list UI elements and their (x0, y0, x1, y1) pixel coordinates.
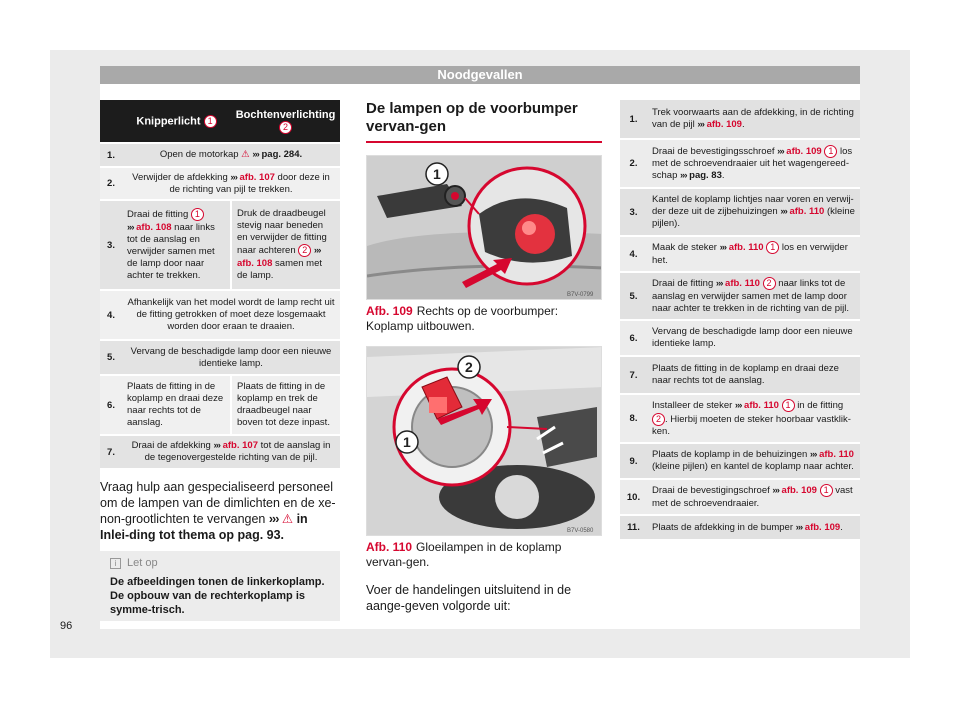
step-text-bochtenverlichting (231, 200, 340, 290)
chevron-triple-icon: ››› (230, 171, 237, 183)
chevron-triple-icon: ››› (127, 221, 134, 233)
table-row (100, 340, 340, 375)
chevron-triple-icon: ››› (697, 119, 704, 130)
figure-link[interactable]: afb. 109 (786, 146, 822, 157)
replace-steps-table (620, 100, 860, 541)
step-text: Afhankelijk van het model wordt de lamp recht uit de fitting getrokken of moet deze losgemaakt worden door eraan te draaien. (122, 290, 340, 340)
step-text-part: (kleine pijlen) en kantel de koplamp naar achter. (652, 461, 854, 472)
callout-number: 1 (766, 241, 779, 254)
step-number: 4. (100, 290, 122, 340)
table-row (620, 100, 860, 139)
chevron-triple-icon: ››› (777, 146, 784, 157)
step-text (647, 272, 860, 320)
step-text-part: vast met de schroevendraaier. (652, 485, 853, 509)
step-text (647, 394, 860, 443)
callout-number: 1 (820, 484, 833, 497)
step-number: 9. (620, 443, 647, 479)
chevron-triple-icon: ››› (809, 449, 817, 460)
table-row (620, 272, 860, 320)
chevron-triple-icon: ››› (780, 206, 787, 217)
step-number: 3. (620, 188, 647, 236)
figure-link[interactable]: afb. 110 (744, 400, 779, 412)
table-row (620, 139, 860, 188)
figure-link[interactable]: afb. 107 (222, 440, 258, 451)
hint-text: Vraag hulp aan gespecialiseerd personeel om de lampen van de dimlichten en de xe-non-grootlichten te vervangen (100, 480, 336, 526)
table-row (620, 320, 860, 356)
step-text-part: in de fitting (797, 400, 844, 412)
chevron-triple-icon: ››› (734, 400, 742, 412)
step-text-part: los en verwijder het. (652, 242, 848, 266)
caption-text: Gloeilampen in de koplamp vervan-gen. (366, 540, 562, 569)
figure-link[interactable]: afb. 109 (706, 119, 742, 130)
step-text-part: tot de aanslag in de tegenovergestelde richting van de pijl. (144, 440, 331, 463)
step-text (647, 100, 860, 139)
note-box (100, 551, 340, 621)
step-number: 1. (100, 143, 122, 167)
bumper-illustration (367, 156, 602, 300)
callout-label: 1 (433, 166, 441, 182)
step-number: 2. (620, 139, 647, 188)
step-text-part: naar links tot de aanslag en verwijder samen met de lamp door naar achter te trekken in de richting van de pijl. (652, 278, 849, 314)
step-text-part: Draai de fitting (127, 209, 189, 221)
chevron-triple-icon: ››› (213, 440, 220, 451)
step-text (647, 515, 860, 540)
instructions-intro: Voer de handelingen uitsluitend in de aange-geven volgorde uit: (366, 583, 572, 613)
figure-link[interactable]: afb. 110 (725, 278, 760, 290)
page-number: 96 (60, 620, 73, 632)
figure-label: Afb. 110 (366, 540, 413, 554)
table-corner (100, 100, 122, 143)
table-row (620, 515, 860, 540)
step-number: 3. (100, 200, 122, 290)
table-row (620, 479, 860, 515)
step-text-part: . (741, 119, 745, 130)
step-text (647, 479, 860, 515)
page-reference[interactable]: pag. 83 (689, 170, 722, 181)
step-text-part: . (721, 170, 725, 181)
page-reference[interactable]: pag. 284. (261, 149, 303, 160)
table-row (620, 188, 860, 236)
callout-number: 2 (279, 121, 292, 134)
table-row (620, 394, 860, 443)
step-text-part: Verwijder de afdekking (132, 171, 228, 183)
step-text-part: Open de motorkap (159, 149, 239, 160)
step-number: 8. (620, 394, 647, 443)
table-row (100, 167, 340, 200)
table-row (620, 443, 860, 479)
step-text-part: . Hierbij moeten de steker hoorbaar vastklik-ken. (652, 413, 851, 437)
figure-link[interactable]: afb. 109 (804, 521, 841, 533)
figure-link[interactable]: afb. 108 (237, 257, 273, 269)
chevron-triple-icon: ››› (680, 170, 687, 181)
step-text-part: Draai de afdekking (131, 440, 211, 451)
col-header-bochtenverlichting (231, 100, 340, 143)
figure-link[interactable]: afb. 110 (728, 242, 764, 254)
callout-number: 2 (298, 244, 311, 257)
step-text-part: Draai de bevestigingsschroef (652, 146, 775, 157)
chevron-triple-icon: ››› (313, 245, 321, 257)
step-number: 7. (620, 356, 647, 394)
step-number: 6. (100, 375, 122, 435)
step-text: Plaats de fitting in de koplamp en draai deze naar rechts tot de aanslag. (647, 356, 860, 394)
step-text-part: Draai de fitting (652, 278, 714, 290)
chevron-triple-icon: ››› (268, 512, 279, 526)
note-title: Let op (127, 557, 158, 569)
caption-text: Rechts op de voorbumper: Koplamp uitbouwen. (366, 304, 559, 333)
step-text-part: los met de schroevendraaier uit het wagengereed-schap (652, 146, 853, 181)
figure-link[interactable]: afb. 110 (819, 449, 854, 460)
step-number: 6. (620, 320, 647, 356)
callout-number: 1 (824, 145, 837, 158)
callout-number: 2 (763, 277, 776, 290)
callout-number: 1 (204, 115, 217, 128)
step-number: 7. (100, 435, 122, 469)
section-title: De lampen op de voorbumper vervan-gen (366, 100, 602, 143)
hint-paragraph (100, 479, 340, 543)
step-text-part: Trek voorwaarts aan de afdekking, in de richting van de pijl (652, 107, 854, 130)
step-text (122, 435, 340, 469)
table-row (100, 200, 340, 290)
step-text (647, 139, 860, 188)
figure-code: B7V-0580 (567, 528, 594, 534)
callout-number: 2 (652, 413, 665, 426)
warning-triangle-icon: ⚠ (281, 512, 294, 526)
step-text-part: (kleine pijlen). (652, 206, 855, 229)
col-header-knipperlicht (122, 100, 231, 143)
step-text-part: Plaats de koplamp in de behuizingen (652, 449, 808, 460)
col-header-label: Knipperlicht (136, 114, 201, 127)
figure-110-caption (366, 540, 602, 570)
step-text-bochtenverlichting: Plaats de fitting in de koplamp en trek de draadbeugel naar boven tot deze inpast. (231, 375, 340, 435)
step-text-part: naar links tot de aanslag en verwijder samen met de lamp door naar achter te trekken. (127, 221, 215, 281)
step-text-knipperlicht: Plaats de fitting in de koplamp en draai deze naar rechts tot de aanslag. (122, 375, 231, 435)
step-number: 5. (620, 272, 647, 320)
step-text (647, 236, 860, 272)
step-text-part: door deze in de richting van pijl te trekken. (169, 171, 330, 195)
step-number: 1. (620, 100, 647, 139)
table-row (100, 375, 340, 435)
callout-label: 2 (465, 359, 473, 375)
step-text (647, 188, 860, 236)
figure-link[interactable]: afb. 109 (781, 485, 817, 497)
col-header-label: Bochtenverlichting (235, 108, 336, 121)
chevron-triple-icon: ››› (715, 278, 723, 290)
step-number: 10. (620, 479, 647, 515)
step-number: 5. (100, 340, 122, 375)
warning-triangle-icon: ⚠ (241, 149, 250, 160)
figure-link[interactable]: afb. 107 (239, 171, 275, 183)
step-text-part: Maak de steker (652, 242, 717, 254)
figure-label: Afb. 109 (366, 304, 413, 318)
note-body: De afbeeldingen tonen de linkerkoplamp. De opbouw van de rechterkoplamp is symme-trisch. (110, 576, 325, 616)
callout-number: 1 (782, 399, 795, 412)
table-row (100, 435, 340, 469)
figure-code: B7V-0799 (567, 292, 594, 298)
step-text-part: Plaats de afdekking in de bumper (652, 521, 794, 533)
step-text-part: Kantel de koplamp lichtjes naar voren en verwij-der deze uit de zijbehuizingen (652, 194, 854, 217)
step-number: 4. (620, 236, 647, 272)
step-text: Vervang de beschadigde lamp door een nieuwe identieke lamp. (122, 340, 340, 375)
figure-link[interactable]: afb. 108 (136, 221, 172, 233)
step-text (647, 443, 860, 479)
figure-109 (366, 155, 602, 300)
lamp-steps-table (100, 100, 340, 470)
chevron-triple-icon: ››› (795, 521, 803, 533)
foglamp-illustration (367, 347, 602, 536)
callout-label: 1 (403, 434, 411, 450)
note-icon: i (110, 558, 121, 569)
table-row (620, 236, 860, 272)
chevron-triple-icon: ››› (719, 242, 727, 254)
figure-109-caption (366, 304, 602, 334)
step-number: 2. (100, 167, 122, 200)
figure-link[interactable]: afb. 110 (789, 206, 825, 217)
step-text-knipperlicht (122, 200, 231, 290)
step-text-part: Draai de bevestigingschroef (652, 485, 770, 497)
table-row (100, 290, 340, 340)
table-row (620, 356, 860, 394)
step-text-part: . (840, 521, 843, 533)
chevron-triple-icon: ››› (252, 149, 259, 160)
step-text (122, 143, 340, 167)
step-text-part: samen met de lamp. (237, 257, 323, 281)
step-text-part: Druk de draadbeugel stevig naar beneden en verwijder de fitting naar achteren (237, 208, 327, 257)
section-header: Noodgevallen (100, 66, 860, 84)
step-text (122, 167, 340, 200)
note-header (110, 557, 158, 569)
figure-110 (366, 346, 602, 536)
step-text-part: Installeer de steker (652, 400, 733, 412)
callout-number: 1 (191, 208, 204, 221)
table-row (100, 143, 340, 167)
step-text: Vervang de beschadigde lamp door een nieuwe identieke lamp. (647, 320, 860, 356)
step-number: 11. (620, 515, 647, 540)
chevron-triple-icon: ››› (772, 485, 779, 497)
hint-link[interactable]: in Inlei-ding tot thema op pag. 93. (100, 512, 308, 542)
